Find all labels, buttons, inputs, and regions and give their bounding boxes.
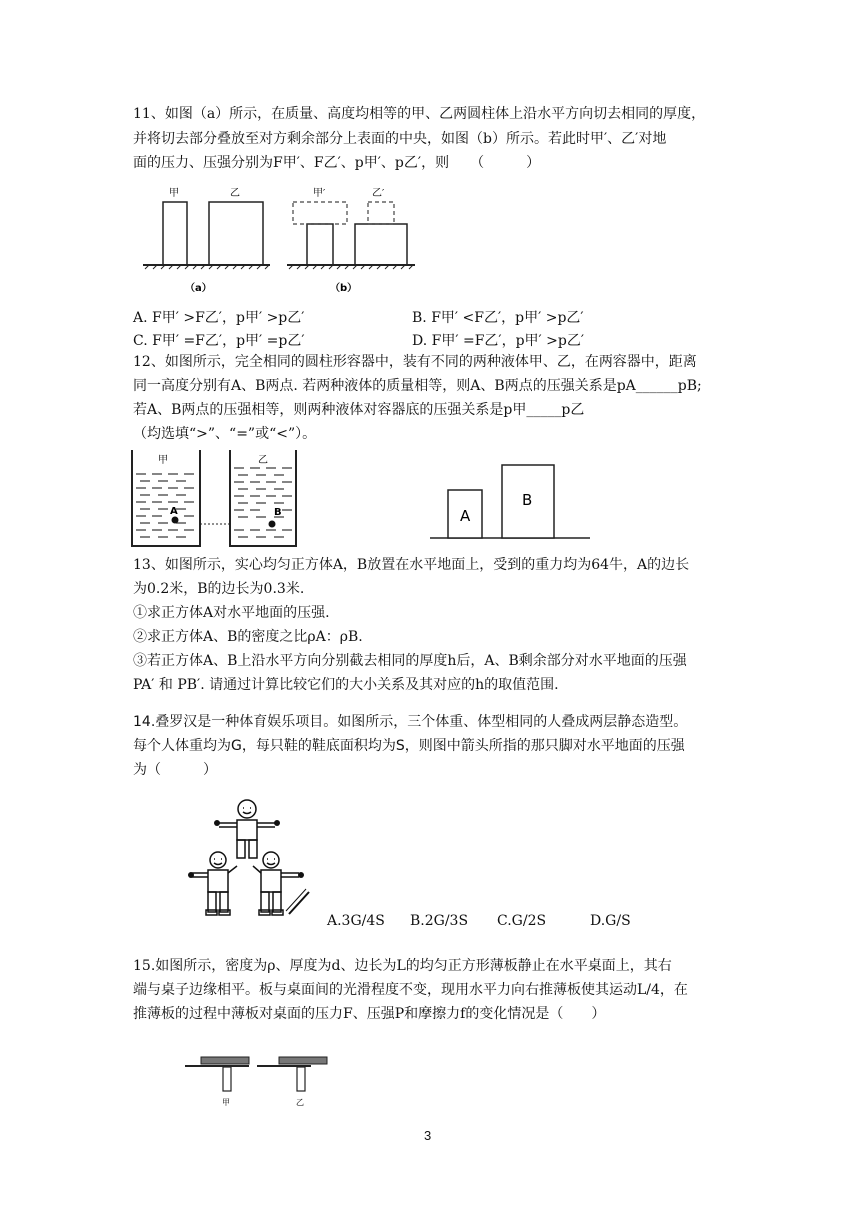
label-b: （b） bbox=[330, 283, 358, 294]
label-container-yi: 乙 bbox=[258, 455, 268, 466]
q14-option-a: A.3G/4S bbox=[327, 913, 385, 929]
q12-figure bbox=[130, 448, 300, 550]
q15-figure bbox=[183, 1048, 333, 1108]
page-number: 3 bbox=[424, 1128, 432, 1143]
plate-jia bbox=[201, 1057, 249, 1064]
label-yi: 乙 bbox=[296, 1098, 304, 1107]
q11-line-1: 11、如图（a）所示，在质量、高度均相等的甲、乙两圆柱体上沿水平方向切去相同的厚度， bbox=[133, 106, 706, 122]
q14-option-b: B.2G/3S bbox=[410, 913, 469, 929]
q11-option-b: B. F甲′ <F乙′，p甲′ >p乙′ bbox=[412, 310, 584, 326]
label-cube-a: A bbox=[460, 507, 471, 525]
q12-line-3: 若A、B两点的压强相等，则两种液体对容器底的压强关系是p甲_____p乙 bbox=[133, 402, 585, 418]
q11-option-d: D. F甲′ =F乙′，p甲′ >p乙′ bbox=[412, 333, 585, 349]
q14-line-3: 为（ ） bbox=[133, 762, 217, 778]
q14-line-1: 14.叠罗汉是一种体育娱乐项目。如图所示，三个体重、体型相同的人叠成两层静态造型。 bbox=[133, 714, 688, 730]
label-yi-a: 乙 bbox=[230, 188, 240, 199]
q14-option-c: C.G/2S bbox=[497, 913, 547, 929]
q14-figure bbox=[185, 796, 315, 926]
q12-line-2: 同一高度分别有A、B两点. 若两种液体的质量相等，则A、B两点的压强关系是pA______pB; bbox=[133, 378, 702, 394]
q11-option-c: C. F甲′ =F乙′，p甲′ =p乙′ bbox=[133, 333, 305, 349]
plate-yi bbox=[279, 1057, 327, 1064]
label-a: （a） bbox=[185, 283, 212, 294]
q11-line-2: 并将切去部分叠放至对方剩余部分上表面的中央，如图（b）所示。若此时甲′、乙′对地 bbox=[133, 131, 667, 147]
q13-line-3: ①求正方体A对水平地面的压强. bbox=[133, 605, 330, 621]
label-container-jia: 甲 bbox=[158, 455, 168, 466]
q14-option-d: D.G/S bbox=[590, 913, 631, 929]
cut-piece-yi bbox=[293, 202, 347, 224]
q13-figure bbox=[430, 458, 590, 540]
q13-line-4: ②求正方体A、B的密度之比ρA：ρB. bbox=[133, 629, 363, 645]
q11-figure bbox=[135, 180, 425, 298]
q11-line-3: 面的压力、压强分别为F甲′、F乙′、p甲′、p乙′，则 （ ） bbox=[133, 155, 541, 171]
q13-line-2: 为0.2米，B的边长为0.3米. bbox=[133, 581, 305, 597]
q13-line-6: PA′ 和 PB′. 请通过计算比较它们的大小关系及其对应的h的取值范围. bbox=[133, 677, 559, 693]
point-b bbox=[269, 521, 276, 528]
q14-line-2: 每个人体重均为G，每只鞋的鞋底面积均为S，则图中箭头所指的那只脚对水平地面的压强 bbox=[133, 738, 685, 754]
q12-line-4: （均选填“>”、“=”或“<”）。 bbox=[133, 426, 317, 442]
q13-line-5: ③若正方体A、B上沿水平方向分别截去相同的厚度h后，A、B剩余部分对水平地面的压强 bbox=[133, 653, 687, 669]
label-jia-b: 甲′ bbox=[313, 188, 326, 199]
q15-line-2: 端与桌子边缘相平。板与桌面间的光滑程度不变，现用水平力向右推薄板使其运动L/4，在 bbox=[133, 982, 688, 998]
cut-piece-jia bbox=[368, 202, 394, 224]
q11-option-a: A. F甲′ >F乙′，p甲′ >p乙′ bbox=[133, 310, 305, 326]
label-cube-b: B bbox=[522, 491, 533, 509]
q13-line-1: 13、如图所示，实心均匀正方体A，B放置在水平地面上，受到的重力均为64牛，A的边长 bbox=[133, 557, 690, 573]
cylinder-yi-prime bbox=[355, 224, 407, 265]
label-jia: 甲 bbox=[222, 1098, 230, 1107]
point-a bbox=[172, 517, 179, 524]
q12-line-1: 12、如图所示，完全相同的圆柱形容器中，装有不同的两种液体甲、乙，在两容器中，距离 bbox=[133, 354, 697, 370]
label-point-a: A bbox=[170, 506, 178, 517]
q15-line-3: 推薄板的过程中薄板对桌面的压力F、压强P和摩擦力f的变化情况是（ ） bbox=[133, 1006, 606, 1022]
cylinder-yi bbox=[209, 202, 263, 265]
cylinder-jia bbox=[163, 202, 187, 265]
q15-line-1: 15.如图所示，密度为ρ、厚度为d、边长为L的均匀正方形薄板静止在水平桌面上，其右 bbox=[133, 958, 672, 974]
cylinder-jia-prime bbox=[307, 224, 333, 265]
label-jia-a: 甲 bbox=[169, 188, 179, 199]
label-yi-b: 乙′ bbox=[372, 188, 385, 199]
label-point-b: B bbox=[274, 507, 282, 518]
